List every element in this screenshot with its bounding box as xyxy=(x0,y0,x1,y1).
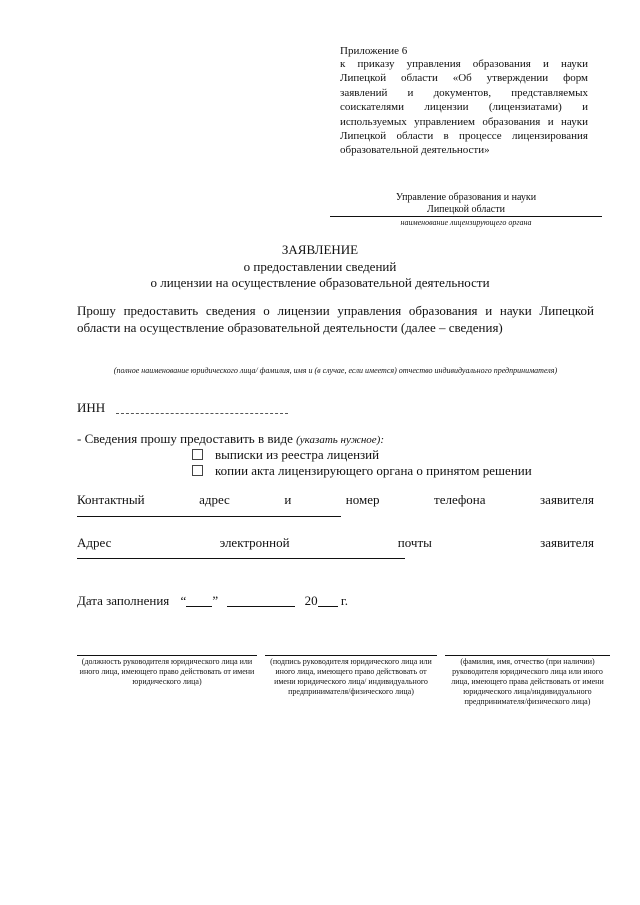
contact-word: телефона xyxy=(434,492,486,507)
checkbox-icon[interactable] xyxy=(192,465,203,476)
day-field[interactable] xyxy=(186,594,212,607)
appendix-text: к приказу управления образования и науки Липецкой области «Об утверждении форм заявлений и документов, представляемых соискателями лицензии (лицензиатами) и используемых управлением образования и науки Липецкой области в процессе лицензирования образовательной деятельности» xyxy=(340,58,588,157)
option-decision-copy[interactable] xyxy=(192,463,532,479)
contact-field[interactable] xyxy=(77,516,341,517)
document-title: ЗАЯВЛЕНИЕ xyxy=(281,242,359,257)
authority-line-1: Управление образования и науки xyxy=(395,192,537,203)
year-suffix: г. xyxy=(340,593,348,608)
date-open-quote: “ xyxy=(180,593,187,608)
email-word: электронной xyxy=(219,535,290,550)
form-request-row xyxy=(77,431,384,448)
email-label xyxy=(77,535,594,551)
contact-word: Контактный xyxy=(77,492,145,507)
contact-word: и xyxy=(284,492,292,507)
form-request-hint: (указать нужное): xyxy=(296,434,384,446)
contact-word: заявителя xyxy=(540,492,594,507)
email-field[interactable] xyxy=(77,558,405,559)
contact-word: номер xyxy=(345,492,380,507)
contact-word: адрес xyxy=(199,492,230,507)
option-label: выписки из реестра лицензий xyxy=(215,447,380,462)
date-close-quote: ” xyxy=(212,593,219,608)
option-label: копии акта лицензирующего органа о принятом решении xyxy=(215,463,532,478)
authority-underline xyxy=(330,216,602,217)
applicant-name-caption: (полное наименование юридического лица/ фамилия, имя и (в случае, если имеется) отчество индивидуального предпринимателя) xyxy=(113,366,558,375)
position-caption: (должность руководителя юридического лица или иного лица, имеющего право действовать от имени юридического лица) xyxy=(79,657,255,686)
date-label: Дата заполнения xyxy=(77,593,170,608)
form-request-label: - Сведения прошу предоставить в виде xyxy=(77,431,293,446)
authority-line-2: Липецкой области xyxy=(427,204,505,215)
contact-label xyxy=(77,492,594,508)
month-field[interactable] xyxy=(227,594,295,607)
inn-field[interactable] xyxy=(116,413,288,414)
authority-caption: наименование лицензирующего органа xyxy=(400,218,532,227)
inn-label: ИНН xyxy=(77,400,106,415)
year-field[interactable] xyxy=(318,594,338,607)
signature-caption: (подпись руководителя юридического лица или иного лица, имеющего право действовать от имени юридического лица/ индивидуального предпринимателя/физического лица) xyxy=(270,657,432,696)
full-name-caption: (фамилия, имя, отчество (при наличии) руководителя юридического лица или иного лица, имеющего права действовать от имени юридического лица/индивидуального предпринимателя/физического лица) xyxy=(451,657,604,706)
appendix-heading: Приложение 6 xyxy=(340,45,408,57)
fill-date-row xyxy=(77,593,348,609)
email-word: Адрес xyxy=(77,535,112,550)
year-prefix: 20 xyxy=(304,593,318,608)
checkbox-icon[interactable] xyxy=(192,449,203,460)
full-name-field[interactable] xyxy=(445,655,610,656)
document-subtitle-2: о лицензии на осуществление образовательной деятельности xyxy=(150,275,490,290)
position-field[interactable] xyxy=(77,655,257,656)
licensing-authority xyxy=(330,192,602,216)
document-subtitle-1: о предоставлении сведений xyxy=(243,259,397,274)
option-registry-extract[interactable] xyxy=(192,447,379,463)
email-word: почты xyxy=(397,535,432,550)
signature-field[interactable] xyxy=(265,655,437,656)
email-word: заявителя xyxy=(540,535,594,550)
request-text: Прошу предоставить сведения о лицензии управления образования и науки Липецкой области на осуществление образовательной деятельности (далее – сведения) xyxy=(77,303,594,335)
